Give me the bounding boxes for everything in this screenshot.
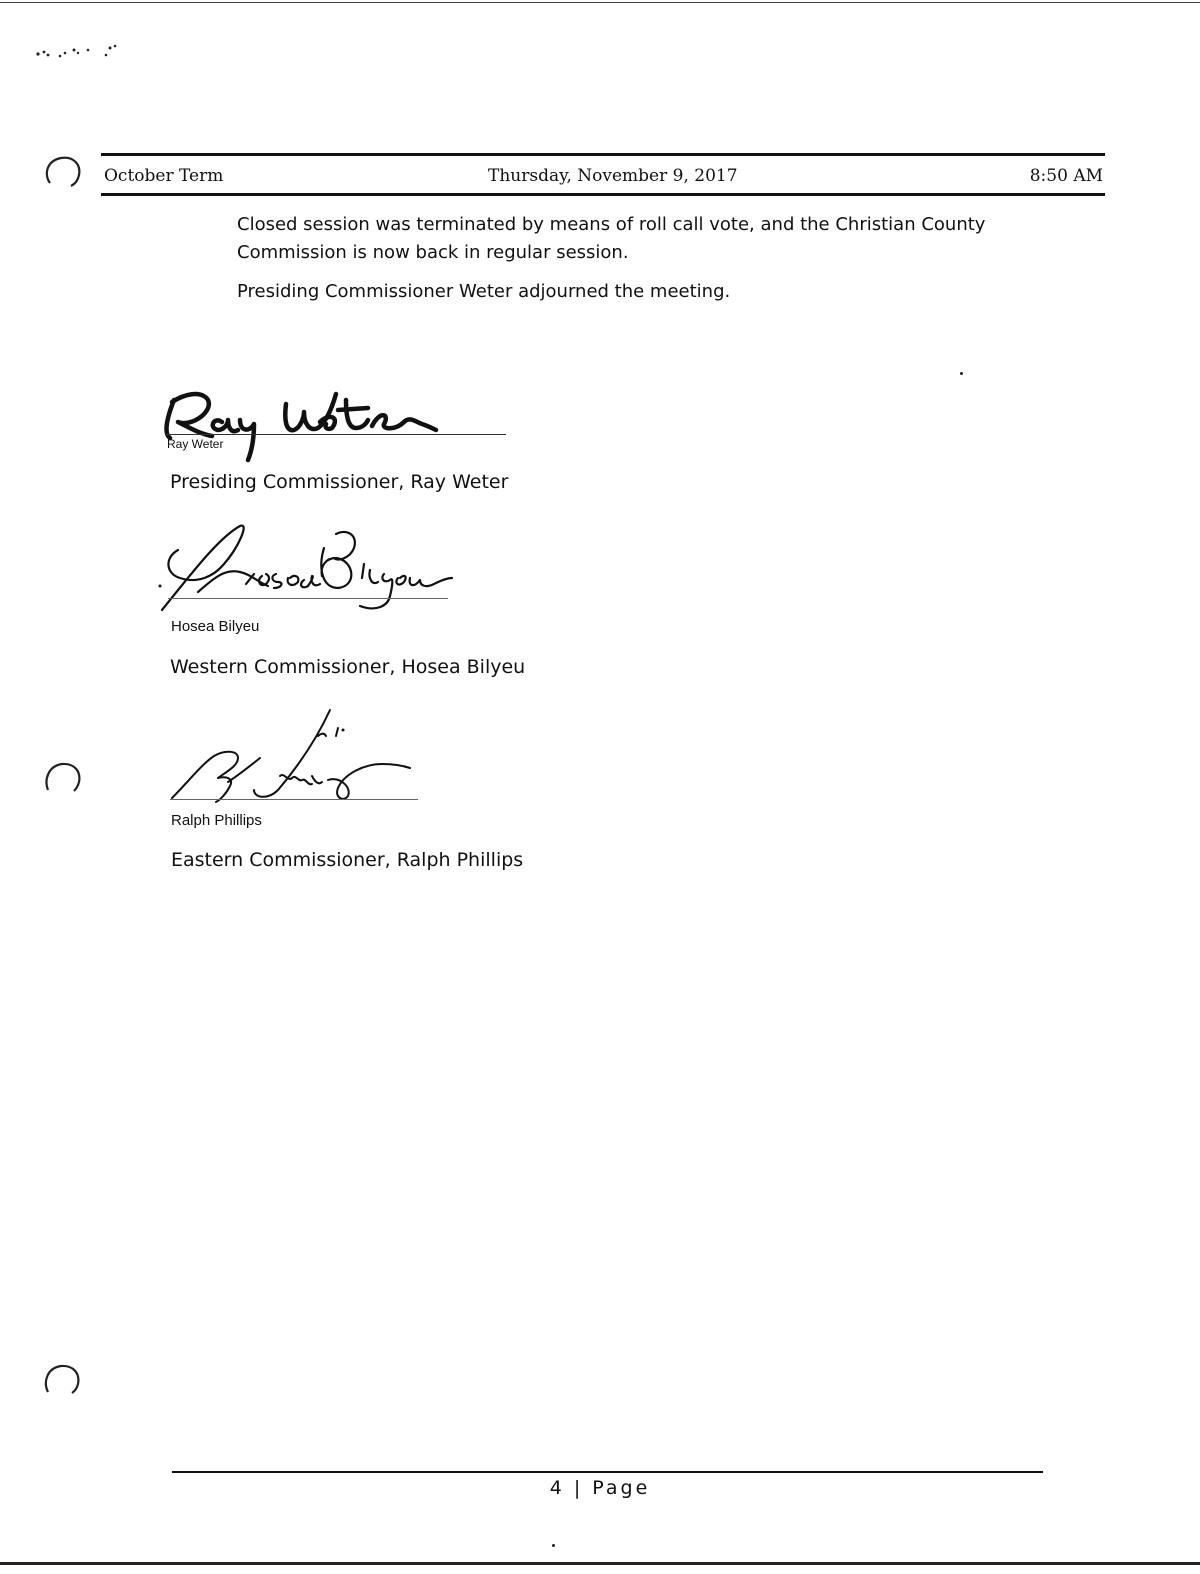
signature-ray-weter xyxy=(160,372,450,468)
title-western: Western Commissioner, Hosea Bilyeu xyxy=(170,656,526,678)
punch-hole-top xyxy=(44,155,82,189)
printed-name-eastern: Ralph Phillips xyxy=(171,812,262,829)
signature-hosea-bilyeu xyxy=(158,518,458,618)
signature-line-presiding xyxy=(166,434,506,435)
meeting-time: 8:50 AM xyxy=(1029,166,1103,186)
page-header xyxy=(101,153,1105,196)
footer-rule xyxy=(172,1471,1043,1473)
printed-name-presiding: Ray Weter xyxy=(167,437,224,451)
signature-ralph-phillips xyxy=(168,706,428,806)
signature-line-eastern xyxy=(170,799,418,800)
closed-session-paragraph: Closed session was terminated by means of roll call vote, and the Christian County Commission is now back in regular session. xyxy=(237,214,986,263)
punch-hole-bottom xyxy=(43,1362,81,1396)
term-label: October Term xyxy=(104,166,224,186)
scan-bottom-edge xyxy=(0,1562,1200,1565)
page-number: 4 | Page xyxy=(549,1477,651,1499)
printed-name-western: Hosea Bilyeu xyxy=(171,618,260,635)
scan-speck xyxy=(552,1544,555,1547)
meeting-date: Thursday, November 9, 2017 xyxy=(488,166,738,186)
adjournment-paragraph: Presiding Commissioner Weter adjourned the meeting. xyxy=(237,281,731,302)
scan-speck xyxy=(960,372,963,375)
scan-specks xyxy=(35,38,135,62)
scan-top-edge xyxy=(0,2,1200,3)
signature-line-western xyxy=(168,598,448,599)
punch-hole-middle xyxy=(44,760,82,794)
title-eastern: Eastern Commissioner, Ralph Phillips xyxy=(171,849,524,871)
title-presiding: Presiding Commissioner, Ray Weter xyxy=(170,471,509,493)
